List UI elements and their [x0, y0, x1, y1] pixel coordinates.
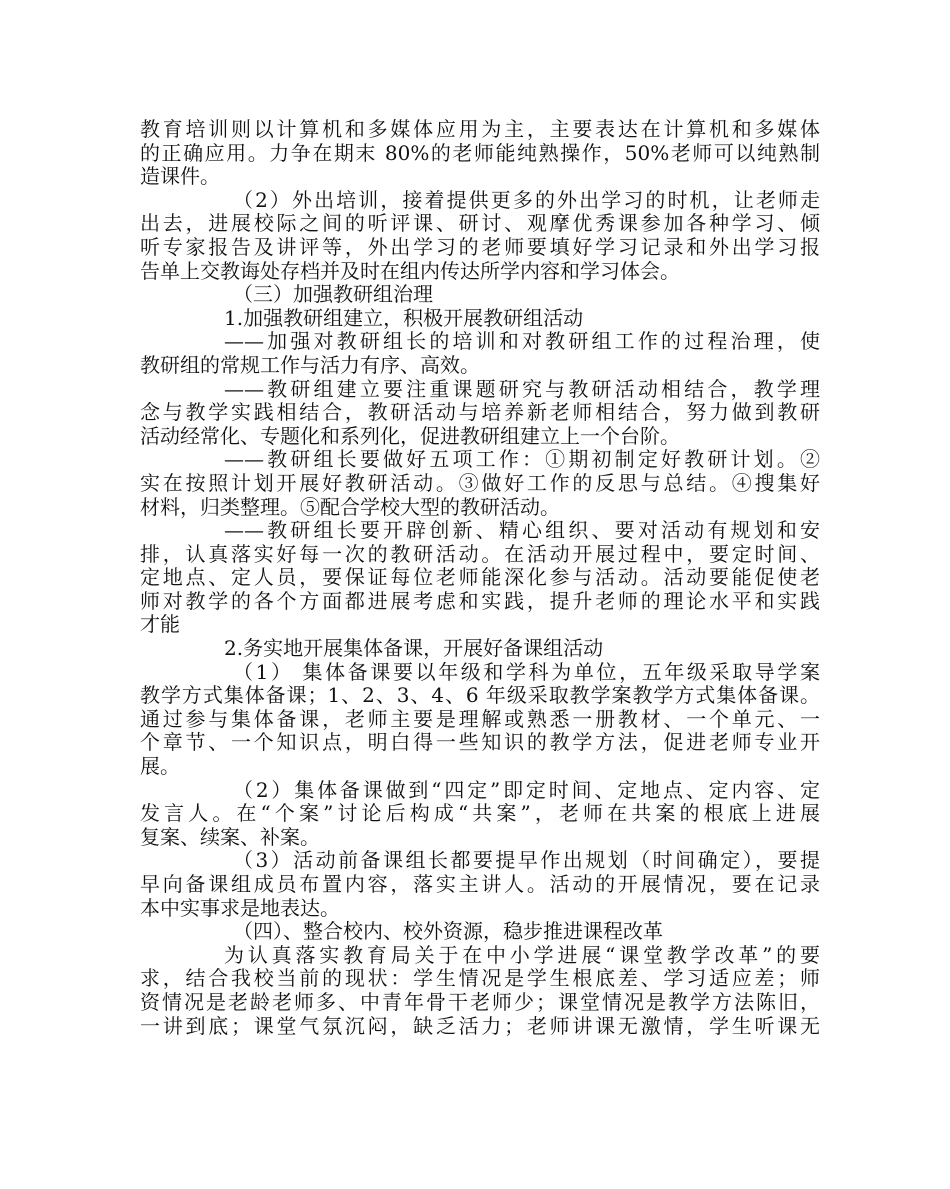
- text-line: 实在按照计划开展好教研活动。③做好工作的反思与总结。④搜集好: [140, 470, 820, 495]
- text-line: 听专家报告及讲评等，外出学习的老师要填好学习记录和外出学习报: [140, 234, 820, 259]
- text-line: ——教研组长要做好五项工作：①期初制定好教研计划。②: [224, 447, 820, 472]
- subsection-heading: 1.加强教研组建立，积极开展教研组活动: [224, 305, 584, 330]
- text-line: 教学方式集体备课；1、2、3、4、6 年级采取教学案教学方式集体备课。: [140, 683, 820, 708]
- text-line: 发言人。在“个案”讨论后构成“共案”，老师在共案的根底上进展: [140, 801, 820, 826]
- text-line: （2）外出培训，接着提供更多的外出学习的时机，让老师走: [233, 187, 820, 212]
- text-line: ——教研组长要开辟创新、精心组织、要对活动有规划和安: [224, 518, 820, 543]
- text-line: ——教研组建立要注重课题研究与教研活动相结合，教学理: [224, 376, 820, 401]
- text-line: 定地点、定人员，要保证每位老师能深化参与活动。活动要能促使老: [140, 565, 820, 590]
- text-line: 出去，进展校际之间的听评课、研讨、观摩优秀课参加各种学习、倾: [140, 211, 820, 236]
- text-line: 求，结合我校当前的现状：学生情况是学生根底差、学习适应差；师: [140, 966, 820, 991]
- text-line: （2）集体备课做到“四定”即定时间、定地点、定内容、定: [233, 777, 820, 802]
- text-line: 通过参与集体备课，老师主要是理解或熟悉一册教材、一个单元、一: [140, 706, 820, 731]
- text-line: 展。: [140, 754, 180, 779]
- text-line: 师对教学的各个方面都进展考虑和实践，提升老师的理论水平和实践: [140, 588, 820, 613]
- text-line: 的正确应用。力争在期末 80%的老师能纯熟操作，50%老师可以纯熟制: [140, 140, 820, 165]
- text-line: 为认真落实教育局关于在中小学进展“课堂教学改革”的要: [224, 942, 820, 967]
- text-line: 资情况是老龄老师多、中青年骨干老师少；课堂情况是教学方法陈旧，: [140, 989, 820, 1014]
- text-line: ——加强对教研组长的培训和对教研组工作的过程治理，使: [224, 329, 820, 354]
- text-line: 本中实事求是地表达。: [140, 895, 340, 920]
- text-line: 教研组的常规工作与活力有序、高效。: [140, 352, 480, 377]
- text-line: 念与教学实践相结合，教研活动与培养新老师相结合，努力做到教研: [140, 400, 820, 425]
- text-line: （1） 集体备课要以年级和学科为单位，五年级采取导学案: [233, 659, 820, 684]
- section-heading: （三）加强教研组治理: [233, 282, 433, 307]
- text-line: 早向备课组成员布置内容，落实主讲人。活动的开展情况，要在记录: [140, 872, 820, 896]
- text-line: 复案、续案、补案。: [140, 824, 320, 849]
- text-line: 一讲到底；课堂气氛沉闷，缺乏活力；老师讲课无激情，学生听课无: [140, 1013, 820, 1038]
- section-heading: （四）、整合校内、校外资源，稳步推进课程改革: [233, 919, 663, 944]
- subsection-heading: 2.务实地开展集体备课，开展好备课组活动: [224, 636, 604, 661]
- text-line: 排，认真落实好每一次的教研活动。在活动开展过程中，要定时间、: [140, 541, 820, 566]
- text-line: 造课件。: [140, 164, 220, 189]
- text-line: 材料，归类整理。⑤配合学校大型的教研活动。: [140, 494, 560, 519]
- text-line: 告单上交教诲处存档并及时在组内传达所学内容和学习体会。: [140, 258, 680, 283]
- text-line: 教育培训则以计算机和多媒体应用为主，主要表达在计算机和多媒体: [140, 117, 820, 141]
- body-text: [140, 118, 820, 1038]
- text-line: 才能: [140, 612, 180, 637]
- text-line: （3）活动前备课组长都要提早作出规划（时间确定），要提: [233, 848, 820, 873]
- text-line: 个章节、一个知识点，明白得一些知识的教学方法，促进老师专业开: [140, 730, 820, 755]
- text-line: 活动经常化、专题化和系列化，促进教研组建立上一个台阶。: [140, 423, 680, 448]
